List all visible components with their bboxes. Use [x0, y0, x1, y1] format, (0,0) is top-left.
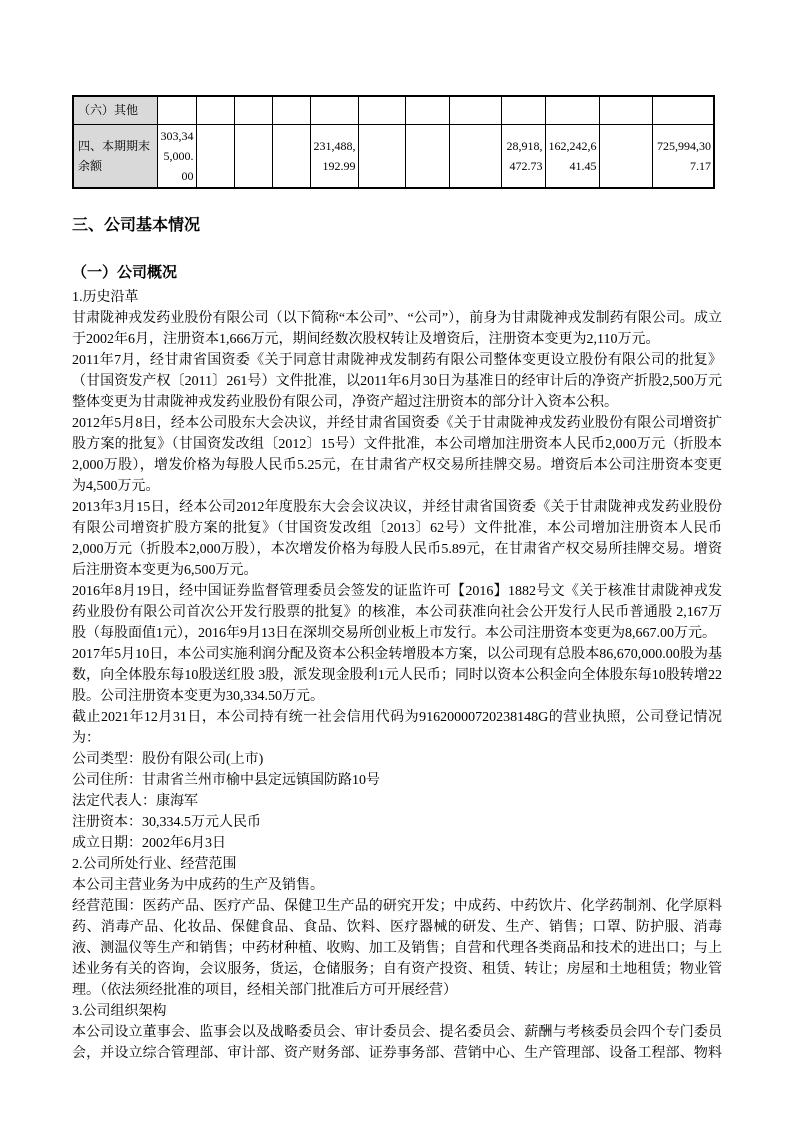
table-cell	[234, 124, 272, 188]
paragraph: 2017年5月10日，本公司实施利润分配及资本公积金转增股本方案，以公司现有总股本86,670,000.00股为基数，向全体股东每10股送红股 3股，派发现金股利1元人民币；同时以资本公积金向全体股东每10股转增22股。公司注册资本变更为30,334.50万元。	[72, 646, 722, 704]
paragraph: 2016年8月19日，经中国证券监督管理委员会签发的证监许可【2016】1882号文《关于核准甘肃陇神戎发药业股份有限公司首次公开发行股票的批复》的核准，本公司获准向社会公开发行人民币普通股 2,167万股（每股面值1元），2016年9月13日在深圳交易所创业板上市发行。本公司注册资本变更为8,667.00万元。	[72, 583, 722, 641]
table-cell	[599, 124, 652, 188]
paragraph: 本公司设立董事会、监事会以及战略委员会、审计委员会、提名委员会、薪酬与考核委员会四个专门委员会，并设立综合管理部、审计部、资产财务部、证券事务部、营销中心、生产管理部、设备工程部、物料	[72, 1024, 722, 1061]
table-row-closing-balance	[73, 124, 714, 188]
company-address-line: 公司住所：甘肃省兰州市榆中县定远镇国防路10号	[72, 772, 380, 788]
paragraph: 2011年7月，经甘肃省国资委《关于同意甘肃陇神戎发制药有限公司整体变更设立股份有限公司的批复》（甘国资发产权〔2011〕261号）文件批准，以2011年6月30日为基准日的经审计后的净资产折股2,500万元整体变更为甘肃陇神戎发药业股份有限公司，净资产超过注册资本的部分计入资本公积。	[72, 352, 722, 410]
table-cell	[405, 124, 449, 188]
equity-table	[72, 95, 715, 189]
paragraph: 甘肃陇神戎发药业股份有限公司（以下简称“本公司”、“公司”），前身为甘肃陇神戎发制药有限公司。成立于2002年6月，注册资本1,666万元，期间经数次股权转让及增资后，注册资本变更为2,110万元。	[72, 310, 722, 347]
paragraph: 本公司主营业务为中成药的生产及销售。	[72, 877, 324, 893]
body-text	[72, 287, 722, 1064]
table-cell	[157, 96, 196, 124]
subheading-history: 1.历史沿革	[72, 289, 139, 305]
subheading-org-structure: 3.公司组织架构	[72, 1003, 167, 1019]
table-cell: 28,918,472.73	[501, 124, 545, 188]
row-label: （六）其他	[73, 96, 157, 124]
table-cell: 725,994,307.17	[652, 124, 714, 188]
table-cell	[358, 124, 405, 188]
table-cell	[234, 96, 272, 124]
table-cell	[545, 96, 599, 124]
paragraph: 2012年5月8日，经本公司股东大会决议，并经甘肃省国资委《关于甘肃陇神戎发药业股份有限公司增资扩股方案的批复》（甘国资发改组〔2012〕15号）文件批准，本公司增加注册资本人民币2,000万元（折股本2,000万股），增发价格为每股人民币5.25元，在甘肃省产权交易所挂牌交易。增资后本公司注册资本变更为4,500万元。	[72, 415, 722, 494]
subheading-industry-scope: 2.公司所处行业、经营范围	[72, 856, 237, 872]
table-cell	[405, 96, 449, 124]
table-cell	[310, 96, 358, 124]
table-cell	[272, 96, 310, 124]
legal-representative-line: 法定代表人：康海军	[72, 793, 198, 809]
table-cell: 231,488,192.99	[310, 124, 358, 188]
table-cell: 303,345,000.00	[157, 124, 196, 188]
table-cell	[272, 124, 310, 188]
table-cell	[196, 124, 234, 188]
subsection-heading: （一）公司概况	[72, 264, 178, 281]
founding-date-line: 成立日期：2002年6月3日	[72, 835, 226, 851]
table-cell	[599, 96, 652, 124]
table-cell	[501, 96, 545, 124]
table-row-other	[73, 96, 714, 124]
table-cell: 162,242,641.45	[545, 124, 599, 188]
table-cell	[449, 96, 501, 124]
table-cell	[652, 96, 714, 124]
table-cell	[449, 124, 501, 188]
paragraph: 2013年3月15日，经本公司2012年度股东大会会议决议，并经甘肃省国资委《关于甘肃陇神戎发药业股份有限公司增资扩股方案的批复》（甘国资发改组〔2013〕62号）文件批准，本公司增加注册资本人民币2,000万元（折股本2,000万股），本次增发价格为每股人民币5.89元，在甘肃省产权交易所挂牌交易。增资后注册资本变更为6,500万元。	[72, 499, 722, 578]
table-cell	[196, 96, 234, 124]
page-content	[72, 95, 722, 1064]
paragraph: 经营范围：医药产品、医疗产品、保健卫生产品的研究开发；中成药、中药饮片、化学药制剂、化学原料药、消毒产品、化妆品、保健食品、食品、饮料、医疗器械的研发、生产、销售；口罩、防护服、消毒液、测温仪等生产和销售；中药材种植、收购、加工及销售；自营和代理各类商品和技术的进出口；与上述业务有关的咨询，会议服务，货运，仓储服务；自有资产投资、租赁、转让；房屋和土地租赁；物业管理。（依法须经批准的项目，经相关部门批准后方可开展经营）	[72, 898, 722, 998]
row-label: 四、本期期末余额	[73, 124, 157, 188]
section-heading: 三、公司基本情况	[72, 216, 201, 234]
paragraph: 截止2021年12月31日，本公司持有统一社会信用代码为91620000720238148G的营业执照，公司登记情况为：	[72, 709, 722, 746]
registered-capital-line: 注册资本：30,334.5万元人民币	[72, 814, 261, 830]
company-type-line: 公司类型：股份有限公司(上市)	[72, 751, 264, 767]
table-cell	[358, 96, 405, 124]
